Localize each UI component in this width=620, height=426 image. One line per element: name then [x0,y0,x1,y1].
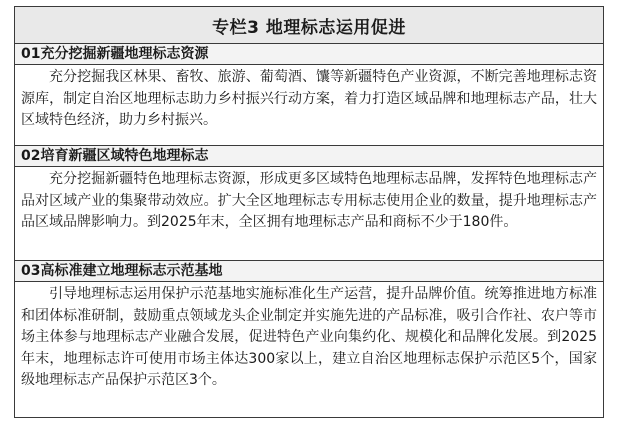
section-3 [15,261,603,418]
section-1-heading: 01充分挖掘新疆地理标志资源 [15,44,603,65]
section-2-heading: 02培育新疆区域特色地理标志 [15,146,603,167]
feature-box [14,6,604,418]
section-2 [15,146,603,261]
box-title: 专栏3 地理标志运用促进 [15,7,603,44]
section-3-heading: 03高标准建立地理标志示范基地 [15,261,603,282]
section-2-paragraph: 充分挖掘新疆特色地理标志资源，形成更多区域特色地理标志品牌，发挥特色地理标志产品对区域产业的集聚带动效应。扩大全区地理标志专用标志使用企业的数量，提升地理标志产品区域品牌影响力。到2025年末，全区拥有地理标志产品和商标不少于180件。 [21,171,597,230]
section-1 [15,44,603,146]
section-1-paragraph: 充分挖掘我区林果、畜牧、旅游、葡萄酒、馕等新疆特色产业资源，不断完善地理标志资源库，制定自治区地理标志助力乡村振兴行动方案，着力打造区域品牌和地理标志产品，壮大区域特色经济，助力乡村振兴。 [21,69,597,128]
section-3-paragraph: 引导地理标志运用保护示范基地实施标准化生产运营，提升品牌价值。统筹推进地方标准和团体标准研制，鼓励重点领域龙头企业制定并实施先进的产品标准，吸引合作社、农户等市场主体参与地理标志产业融合发展，促进特色产业向集约化、规模化和品牌化发展。到2025年末，地理标志许可使用市场主体达300家以上，建立自治区地理标志保护示范区5个，国家级地理标志产品保护示范区3个。 [21,286,597,388]
